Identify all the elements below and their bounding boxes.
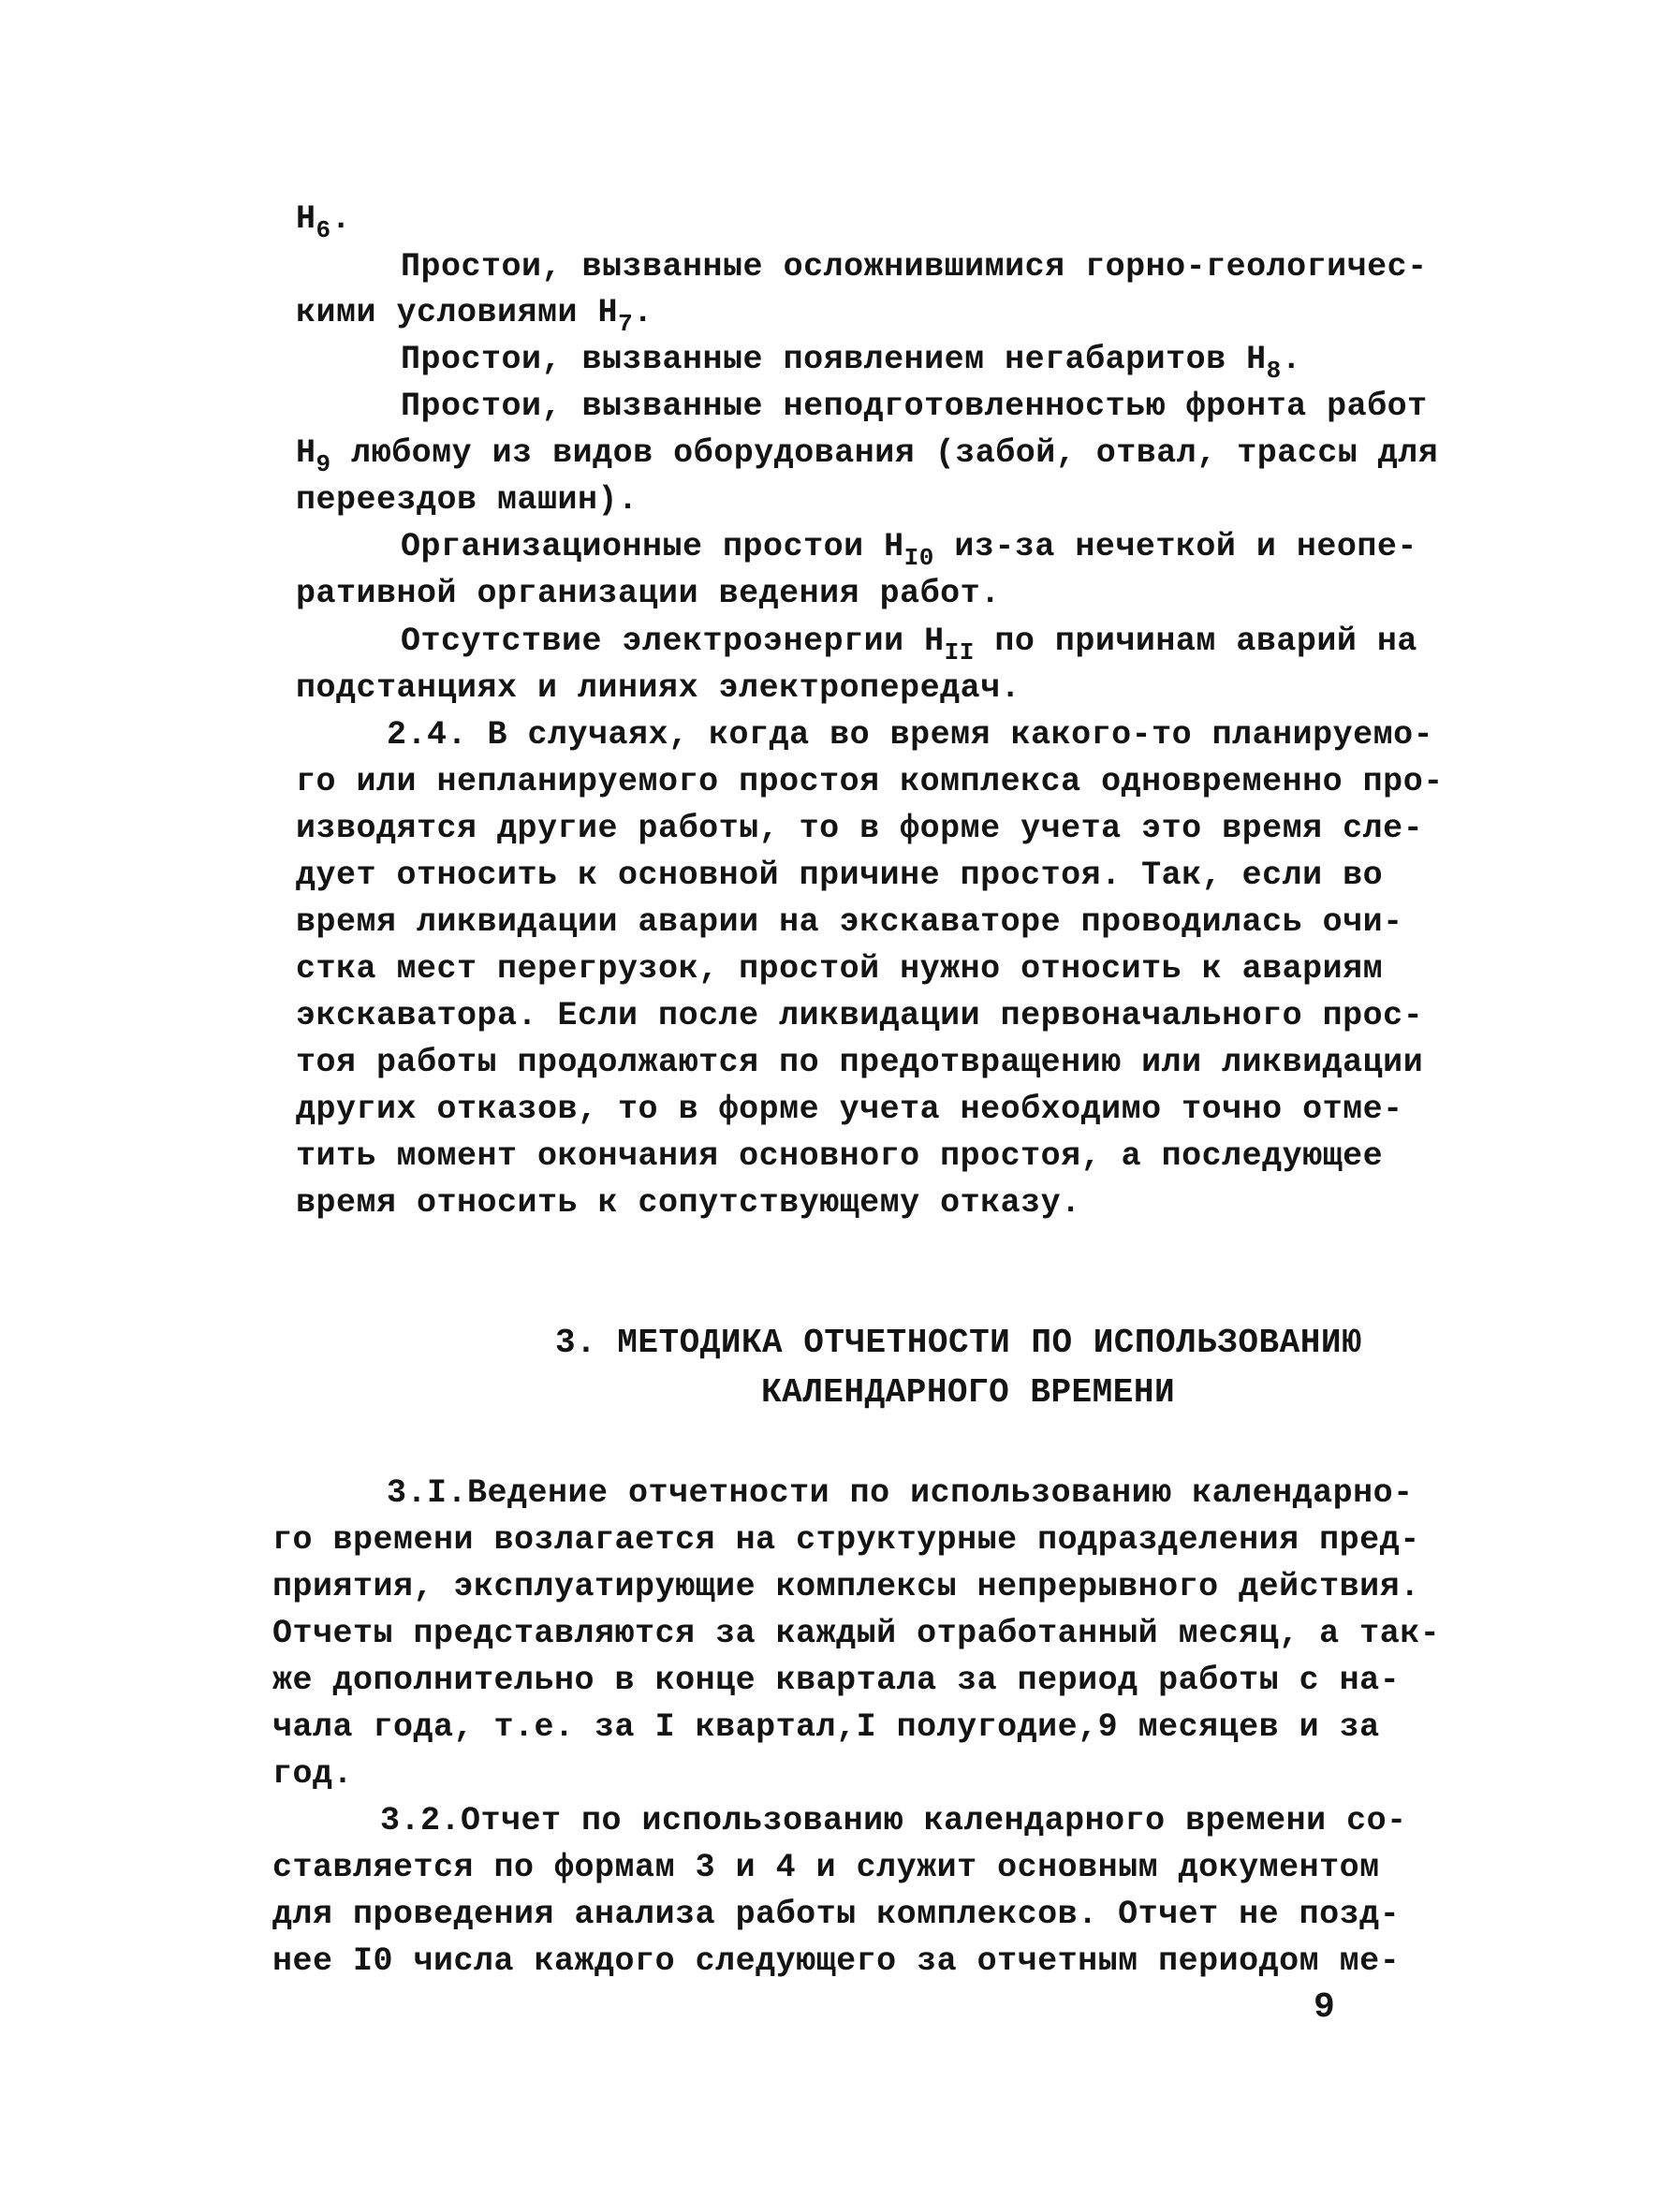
para-3-1-line: го времени возлагается на структурные подразделения пред- bbox=[272, 1521, 1420, 1559]
para-3-2-line: 3.2.Отчет по использованию календарного времени со- bbox=[380, 1802, 1407, 1839]
page-number: 9 bbox=[1314, 1987, 1335, 2028]
para-2-4-line: го или непланируемого простоя комплекса одновременно про- bbox=[296, 763, 1444, 800]
para-3-1-line: чала года, т.е. за I квартал,I полугодие,9 месяцев и за bbox=[272, 1708, 1380, 1746]
para-2-4-line: дует относить к основной причине простоя. Так, если во bbox=[296, 857, 1384, 894]
para-3-1-line: 3.I.Ведение отчетности по использованию календарно- bbox=[387, 1474, 1414, 1512]
para-2-4-line: время относить к сопутствующему отказу. bbox=[296, 1184, 1081, 1222]
para-3-2-line: для проведения анализа работы комплексов. Отчет не позд- bbox=[272, 1896, 1401, 1933]
h11-text: Отсутствие электроэнергии Н bbox=[401, 623, 945, 660]
h7-tail: . bbox=[633, 294, 653, 331]
h9-text: Н bbox=[296, 434, 316, 472]
para-2-4-line: экскаватора. Если после ликвидации первоначального прос- bbox=[296, 997, 1424, 1034]
h9-line-3: переездов машин). bbox=[296, 481, 639, 519]
para-3-1-line: же дополнительно в конце квартала за период работы с на- bbox=[272, 1662, 1401, 1699]
h9-tail: любому из видов оборудования (забой, отвал, трассы для bbox=[330, 434, 1439, 472]
h8-subscript: 8 bbox=[1266, 357, 1282, 385]
h8-text: Простои, вызванные появлением негабаритов Н bbox=[401, 341, 1267, 378]
section-3-title-line-2: КАЛЕНДАРНОГО ВРЕМЕНИ bbox=[761, 1373, 1176, 1412]
section-3-title-line-1: 3. МЕТОДИКА ОТЧЕТНОСТИ ПО ИСПОЛЬЗОВАНИЮ bbox=[555, 1324, 1363, 1362]
para-3-1-line: приятия, эксплуатирующие комплексы непрерывного действия. bbox=[272, 1568, 1420, 1605]
para-2-4-line: тить момент окончания основного простоя, а последующее bbox=[296, 1137, 1384, 1175]
h7-line-2 bbox=[296, 292, 653, 338]
h10-text: Организационные простои Н bbox=[401, 528, 904, 565]
h11-tail: по причинам аварий на bbox=[974, 623, 1417, 660]
h10-line-1 bbox=[401, 526, 1417, 572]
h11-line-1 bbox=[401, 621, 1417, 667]
para-2-4-line: других отказов, то в форме учета необходимо точно отме- bbox=[296, 1091, 1403, 1128]
h9-line-1: Простои, вызванные неподготовленностью фронта работ bbox=[401, 388, 1428, 425]
para-3-2-line: ставляется по формам 3 и 4 и служит основным документом bbox=[272, 1849, 1380, 1886]
para-2-4-line: стка мест перегрузок, простой нужно относить к авариям bbox=[296, 950, 1384, 988]
top-fragment-sub: 6 bbox=[316, 216, 331, 244]
para-3-2-line: нее I0 числа каждого следующего за отчетным периодом ме- bbox=[272, 1942, 1401, 1980]
top-fragment-base: Н bbox=[296, 200, 316, 238]
para-3-1-line: год. bbox=[272, 1755, 354, 1793]
para-2-4-line: изводятся другие работы, то в форме учета это время сле- bbox=[296, 810, 1424, 847]
h10-subscript: I0 bbox=[903, 544, 934, 572]
h11-line-2: подстанциях и линиях электропередач. bbox=[296, 669, 1021, 707]
h8-line bbox=[401, 339, 1302, 385]
h8-tail: . bbox=[1281, 341, 1302, 378]
para-2-4-line: 2.4. В случаях, когда во время какого-то планируемо- bbox=[387, 716, 1434, 754]
h7-subscript: 7 bbox=[618, 310, 634, 338]
h10-tail: из-за нечеткой и неопе- bbox=[933, 528, 1417, 565]
top-fragment-tail: . bbox=[330, 200, 352, 238]
h9-line-2 bbox=[296, 432, 1438, 476]
h11-subscript: II bbox=[944, 638, 975, 667]
para-2-4-line: тоя работы продолжаются по предотвращению или ликвидации bbox=[296, 1044, 1424, 1081]
para-3-1-line: Отчеты представляются за каждый отработанный месяц, а так- bbox=[272, 1615, 1441, 1652]
h10-line-2: ративной организации ведения работ. bbox=[296, 575, 1001, 612]
h7-text: кими условиями Н bbox=[296, 294, 619, 331]
h9-subscript: 9 bbox=[316, 450, 331, 478]
h7-line-1: Простои, вызванные осложнившимися горно-геологичес- bbox=[401, 248, 1428, 286]
top-fragment bbox=[296, 198, 351, 242]
para-2-4-line: время ликвидации аварии на экскаваторе проводилась очи- bbox=[296, 903, 1403, 941]
